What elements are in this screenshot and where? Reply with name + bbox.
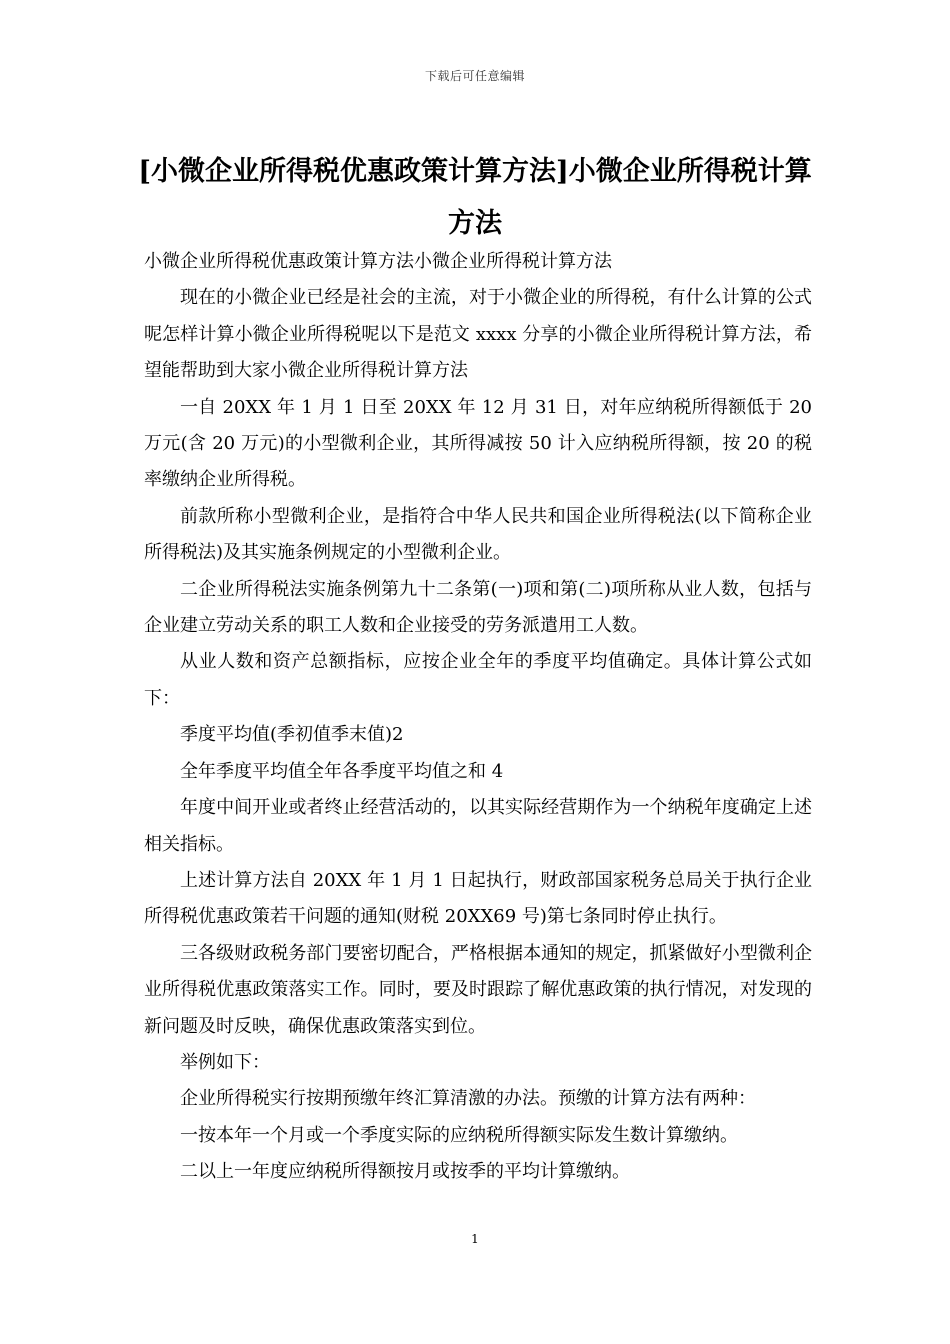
paragraph: 三各级财政税务部门要密切配合，严格根据本通知的规定，抓紧做好小型微利企业所得税优惠政策落实工作。同时，要及时跟踪了解优惠政策的执行情况，对发现的新问题及时反映，确保优惠政策落实到位。 — [144, 942, 812, 1037]
paragraph: 二企业所得税法实施条例第九十二条第(一)项和第(二)项所称从业人数，包括与企业建立劳动关系的职工人数和企业接受的劳务派遣用工人数。 — [144, 578, 812, 637]
paragraph: 一按本年一个月或一个季度实际的应纳税所得额实际发生数计算缴纳。 — [180, 1124, 738, 1146]
formula-line: 季度平均值(季初值季末值)2 — [180, 724, 404, 746]
page-header: 下载后可任意编辑 — [424, 69, 525, 83]
page-number: 1 — [471, 1232, 479, 1246]
paragraph: 二以上一年度应纳税所得额按月或按季的平均计算缴纳。 — [180, 1161, 630, 1183]
paragraph: 现在的小微企业已经是社会的主流，对于小微企业的所得税，有什么计算的公式呢怎样计算小微企业所得税呢以下是范文 xxxx 分享的小微企业所得税计算方法，希望能帮助到大家小微企业所得税计算方法 — [144, 287, 812, 382]
paragraph: 年度中间开业或者终止经营活动的，以其实际经营期作为一个纳税年度确定上述相关指标。 — [144, 797, 812, 855]
formula-line: 全年季度平均值全年各季度平均值之和 4 — [180, 760, 504, 782]
document-title: [小微企业所得税优惠政策计算方法]小微企业所得税计算方法 — [138, 156, 812, 239]
paragraph: 前款所称小型微利企业，是指符合中华人民共和国企业所得税法(以下简称企业所得税法)及其实施条例规定的小型微利企业。 — [144, 505, 812, 564]
paragraph: 企业所得税实行按期预缴年终汇算清激的办法。预缴的计算方法有两种： — [180, 1088, 756, 1110]
paragraph: 举例如下： — [180, 1051, 270, 1073]
paragraph: 从业人数和资产总额指标，应按企业全年的季度平均值确定。具体计算公式如下： — [144, 651, 812, 709]
paragraph: 一自 20XX 年 1 月 1 日至 20XX 年 12 月 31 日，对年应纳税所得额低于 20 万元(含 20 万元)的小型微利企业，其所得减按 50 计入应纳税所得额，按 20 的税率缴纳企业所得税。 — [144, 396, 812, 491]
paragraph: 上述计算方法自 20XX 年 1 月 1 日起执行，财政部国家税务总局关于执行企业所得税优惠政策若干问题的通知(财税 20XX69 号)第七条同时停止执行。 — [144, 869, 812, 928]
paragraph: 小微企业所得税优惠政策计算方法小微企业所得税计算方法 — [144, 251, 612, 272]
document-body — [144, 244, 812, 1191]
